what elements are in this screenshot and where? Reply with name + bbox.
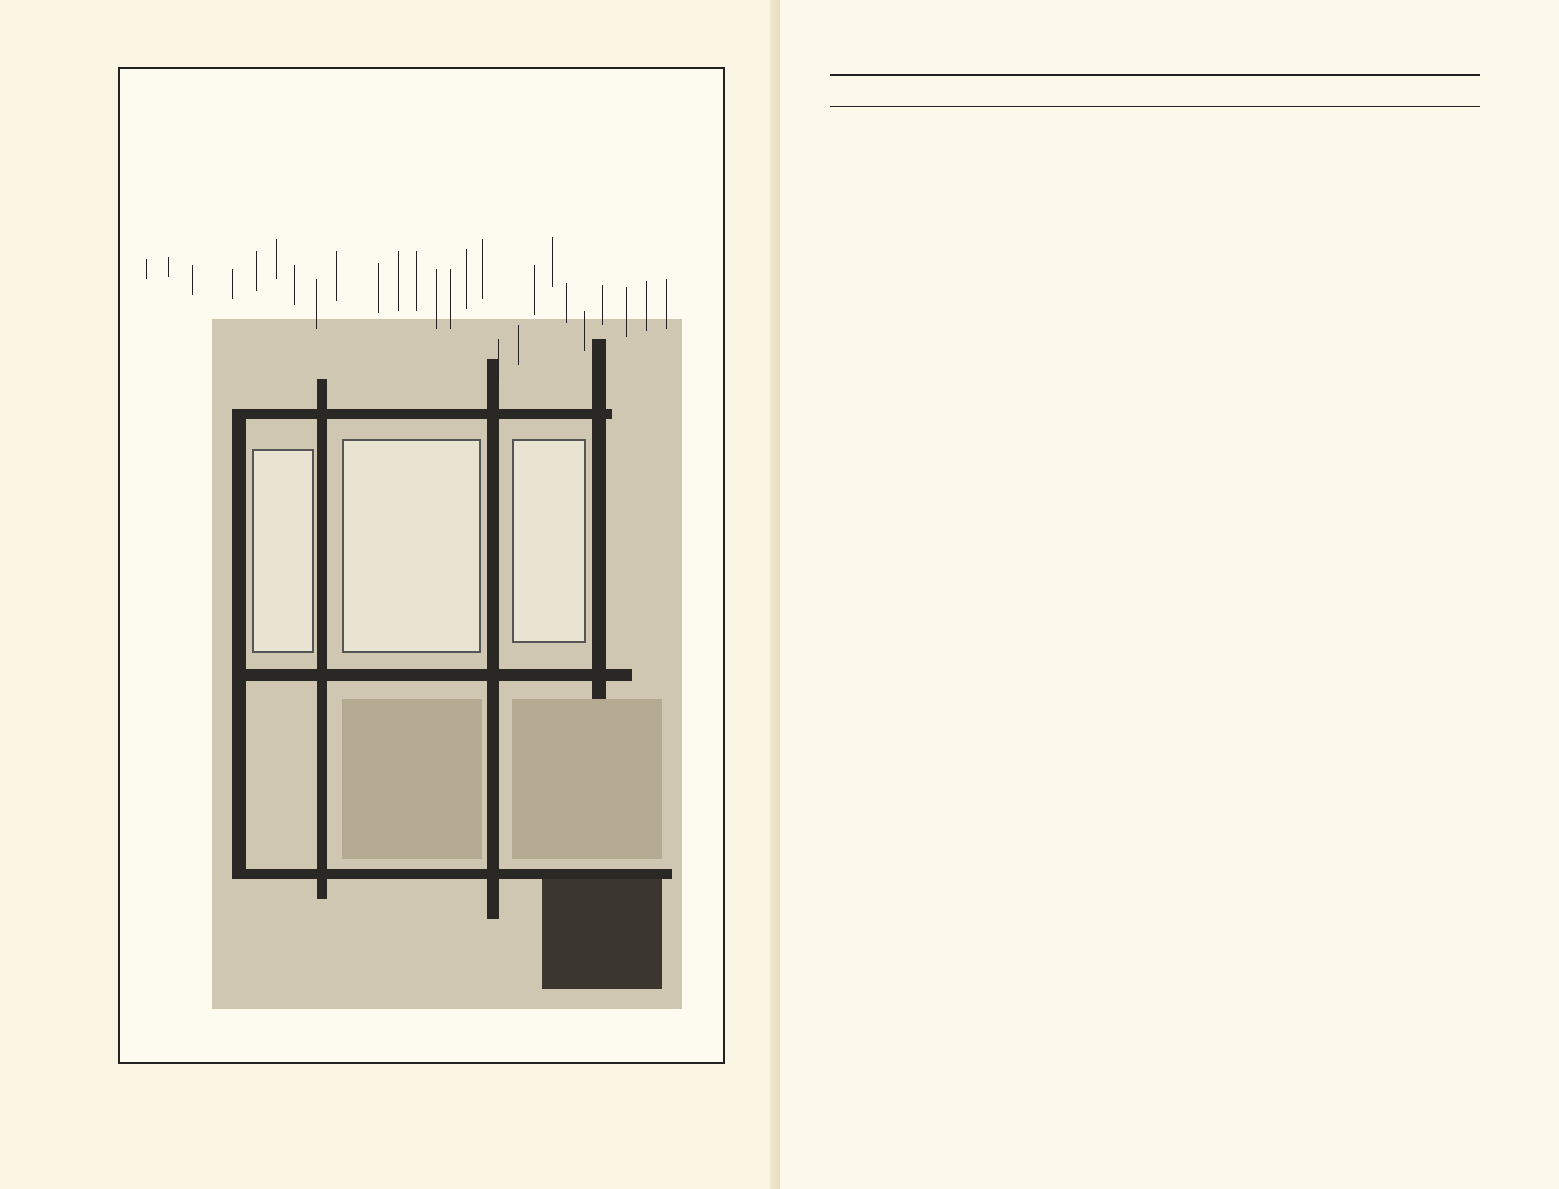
leader-line xyxy=(146,259,147,279)
callout-labels xyxy=(120,69,723,1062)
leader-line xyxy=(336,251,337,301)
leader-line xyxy=(294,265,295,305)
leader-line xyxy=(378,263,379,313)
leader-line xyxy=(534,265,535,315)
table-header xyxy=(830,74,1480,107)
leader-line xyxy=(436,269,437,329)
leader-line xyxy=(168,257,169,277)
right-page xyxy=(780,0,1559,1189)
leader-line xyxy=(584,311,585,351)
leader-line xyxy=(602,285,603,325)
leader-line xyxy=(416,251,417,311)
leader-line xyxy=(552,237,553,287)
leader-line xyxy=(450,269,451,329)
leader-line xyxy=(626,287,627,337)
leader-line xyxy=(646,281,647,331)
leader-line xyxy=(482,239,483,299)
leader-line xyxy=(192,265,193,295)
leader-line xyxy=(498,339,499,379)
leader-line xyxy=(466,249,467,309)
body-frame-diagram xyxy=(118,67,725,1064)
leader-line xyxy=(398,251,399,311)
leader-line xyxy=(276,239,277,279)
leader-line xyxy=(256,251,257,291)
leader-line xyxy=(666,279,667,329)
leader-line xyxy=(316,279,317,329)
leader-line xyxy=(566,283,567,323)
leader-line xyxy=(232,269,233,299)
leader-line xyxy=(518,325,519,365)
